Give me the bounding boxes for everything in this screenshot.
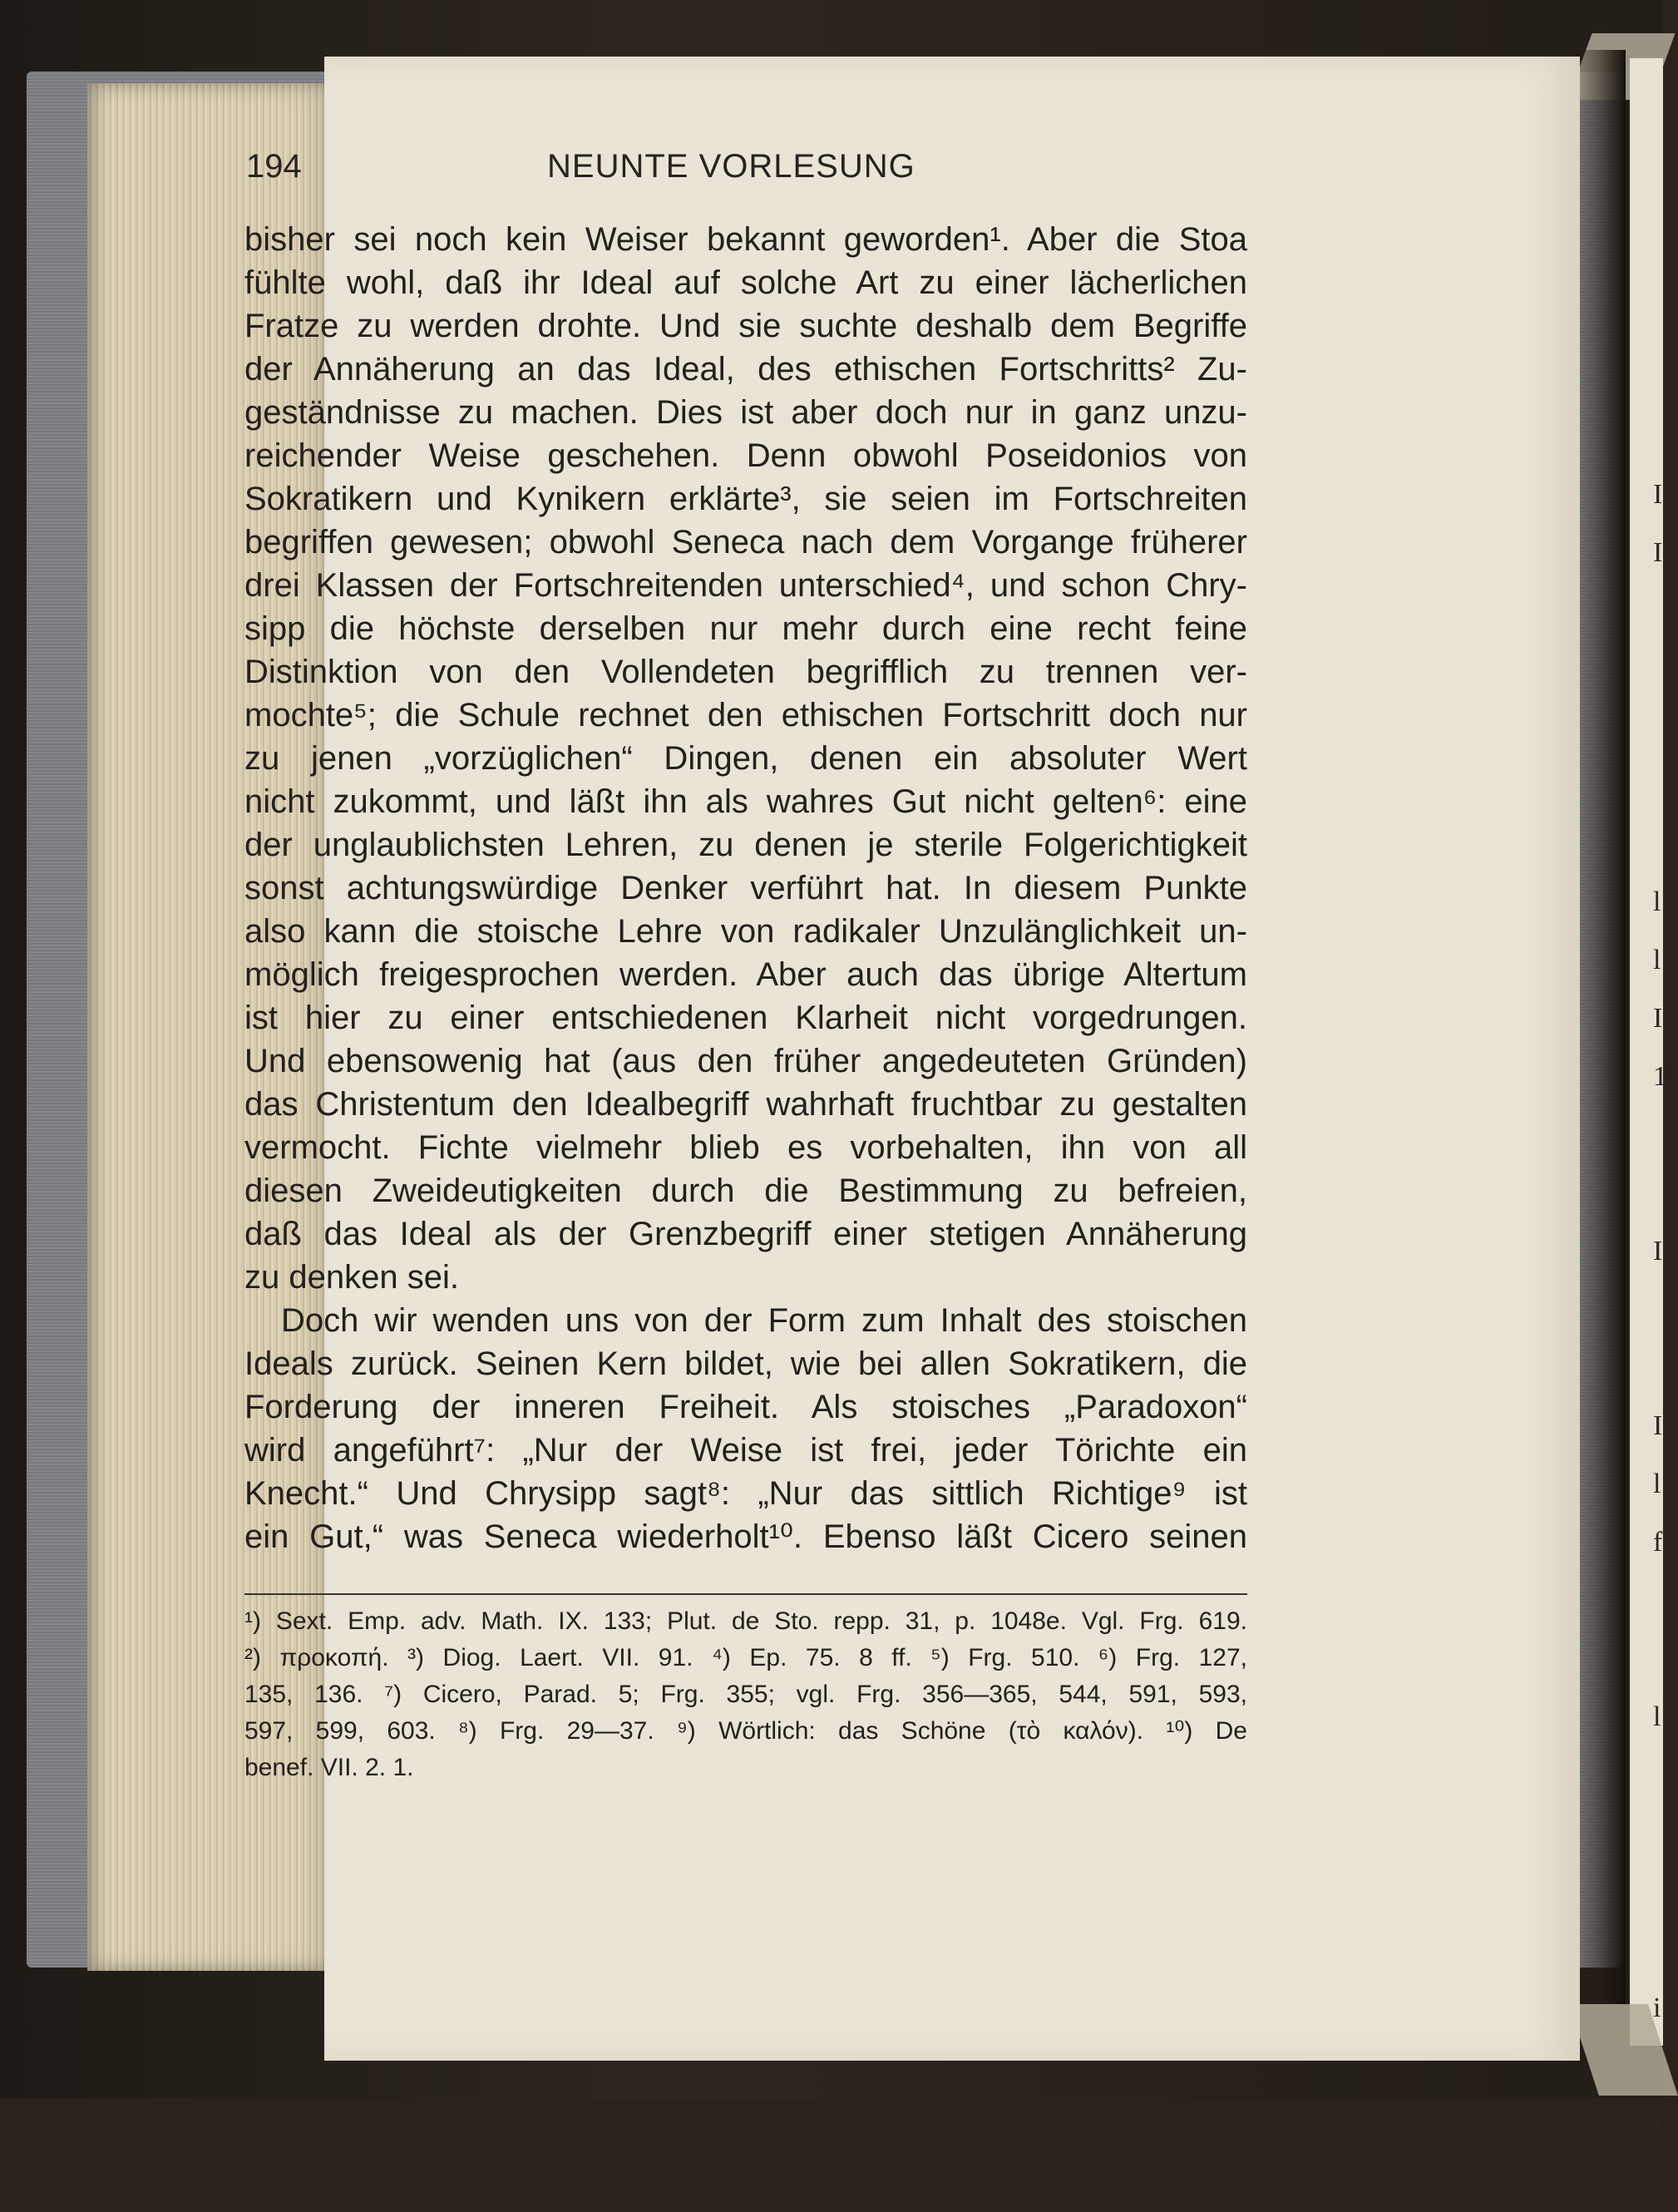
body-line: vermocht. Fichte vielmehr blieb es vorbehalten, ihn von all bbox=[244, 1129, 1247, 1166]
body-line: Forderung der inneren Freiheit. Als stoisches „Paradoxon“ bbox=[244, 1389, 1247, 1425]
body-line: Ideals zurück. Seinen Kern bildet, wie bei allen Sokratikern, die bbox=[244, 1345, 1247, 1382]
right-page-fragment: I I l l I 1 I I l f l i i 4 bbox=[1653, 479, 1667, 2198]
body-line: Knecht.“ Und Chrysipp sagt⁸: „Nur das sittlich Richtige⁹ ist bbox=[244, 1475, 1247, 1512]
page-header bbox=[246, 148, 1251, 198]
body-line: drei Klassen der Fortschreitenden unterschied⁴, und schon Chry- bbox=[244, 567, 1247, 604]
page-number: 194 bbox=[246, 148, 302, 185]
footnote-line: benef. VII. 2. 1. bbox=[244, 1754, 414, 1781]
body-line: diesen Zweideutigkeiten durch die Bestimmung zu befreien, bbox=[244, 1173, 1247, 1209]
body-line: möglich freigesprochen werden. Aber auch das übrige Altertum bbox=[244, 956, 1247, 993]
body-line: reichender Weise geschehen. Denn obwohl Poseidonios von bbox=[244, 437, 1247, 474]
body-line: das Christentum den Idealbegriff wahrhaft fruchtbar zu gestalten bbox=[244, 1086, 1247, 1123]
body-line: fühlte wohl, daß ihr Ideal auf solche Art zu einer lächerlichen bbox=[244, 264, 1247, 301]
body-line: mochte⁵; die Schule rechnet den ethischen Fortschritt doch nur bbox=[244, 697, 1247, 733]
body-line: begriffen gewesen; obwohl Seneca nach dem Vorgange früherer bbox=[244, 524, 1247, 560]
body-line: bisher sei noch kein Weiser bekannt geworden¹. Aber die Stoa bbox=[244, 221, 1247, 258]
body-line: daß das Ideal als der Grenzbegriff einer stetigen Annäherung bbox=[244, 1216, 1247, 1252]
body-line: Sokratikern und Kynikern erklärte³, sie seien im Fortschreiten bbox=[244, 481, 1247, 517]
footnote-line: ²) προκοπή. ³) Diog. Laert. VII. 91. ⁴) Ep. 75. 8 ff. ⁵) Frg. 510. ⁶) Frg. 127, bbox=[244, 1644, 1247, 1671]
body-text bbox=[244, 218, 1247, 1558]
body-line: also kann die stoische Lehre von radikaler Unzulänglichkeit un- bbox=[244, 913, 1247, 950]
body-line: Und ebensowenig hat (aus den früher angedeuteten Gründen) bbox=[244, 1043, 1247, 1079]
body-line: ist hier zu einer entschiedenen Klarheit nicht vorgedrungen. bbox=[244, 1000, 1247, 1036]
footnote-line: ¹) Sext. Emp. adv. Math. IX. 133; Plut. de Sto. repp. 31, p. 1048e. Vgl. Frg. 619. bbox=[244, 1607, 1247, 1635]
body-line: ein Gut,“ was Seneca wiederholt¹⁰. Ebenso läßt Cicero seinen bbox=[244, 1518, 1247, 1555]
footnote-line: 135, 136. ⁷) Cicero, Parad. 5; Frg. 355; vgl. Frg. 356—365, 544, 591, 593, bbox=[244, 1681, 1247, 1708]
body-line: der Annäherung an das Ideal, des ethischen Fortschritts² Zu- bbox=[244, 351, 1247, 388]
body-line: Doch wir wenden uns von der Form zum Inhalt des stoischen bbox=[281, 1302, 1247, 1339]
body-line: zu jenen „vorzüglichen“ Dingen, denen ein absoluter Wert bbox=[244, 740, 1247, 777]
body-line: geständnisse zu machen. Dies ist aber doch nur in ganz unzu- bbox=[244, 394, 1247, 431]
body-line: Fratze zu werden drohte. Und sie suchte deshalb dem Begriffe bbox=[244, 308, 1247, 344]
body-line: nicht zukommt, und läßt ihn als wahres Gut nicht gelten⁶: eine bbox=[244, 783, 1247, 820]
body-line: zu denken sei. bbox=[244, 1259, 459, 1296]
footnotes bbox=[244, 1603, 1247, 1786]
running-head: NEUNTE VORLESUNG bbox=[547, 148, 915, 185]
footnote-rule bbox=[244, 1593, 1247, 1595]
body-line: wird angeführt⁷: „Nur der Weise ist frei, jeder Törichte ein bbox=[244, 1432, 1247, 1469]
body-line: Distinktion von den Vollendeten begrifflich zu trennen ver- bbox=[244, 654, 1247, 690]
body-line: sonst achtungswürdige Denker verführt hat. In diesem Punkte bbox=[244, 870, 1247, 906]
body-line: der unglaublichsten Lehren, zu denen je sterile Folgerichtigkeit bbox=[244, 827, 1247, 863]
footnote-line: 597, 599, 603. ⁸) Frg. 29—37. ⁹) Wörtlich: das Schöne (τὸ καλόν). ¹⁰) De bbox=[244, 1717, 1247, 1745]
body-line: sipp die höchste derselben nur mehr durch eine recht feine bbox=[244, 610, 1247, 647]
